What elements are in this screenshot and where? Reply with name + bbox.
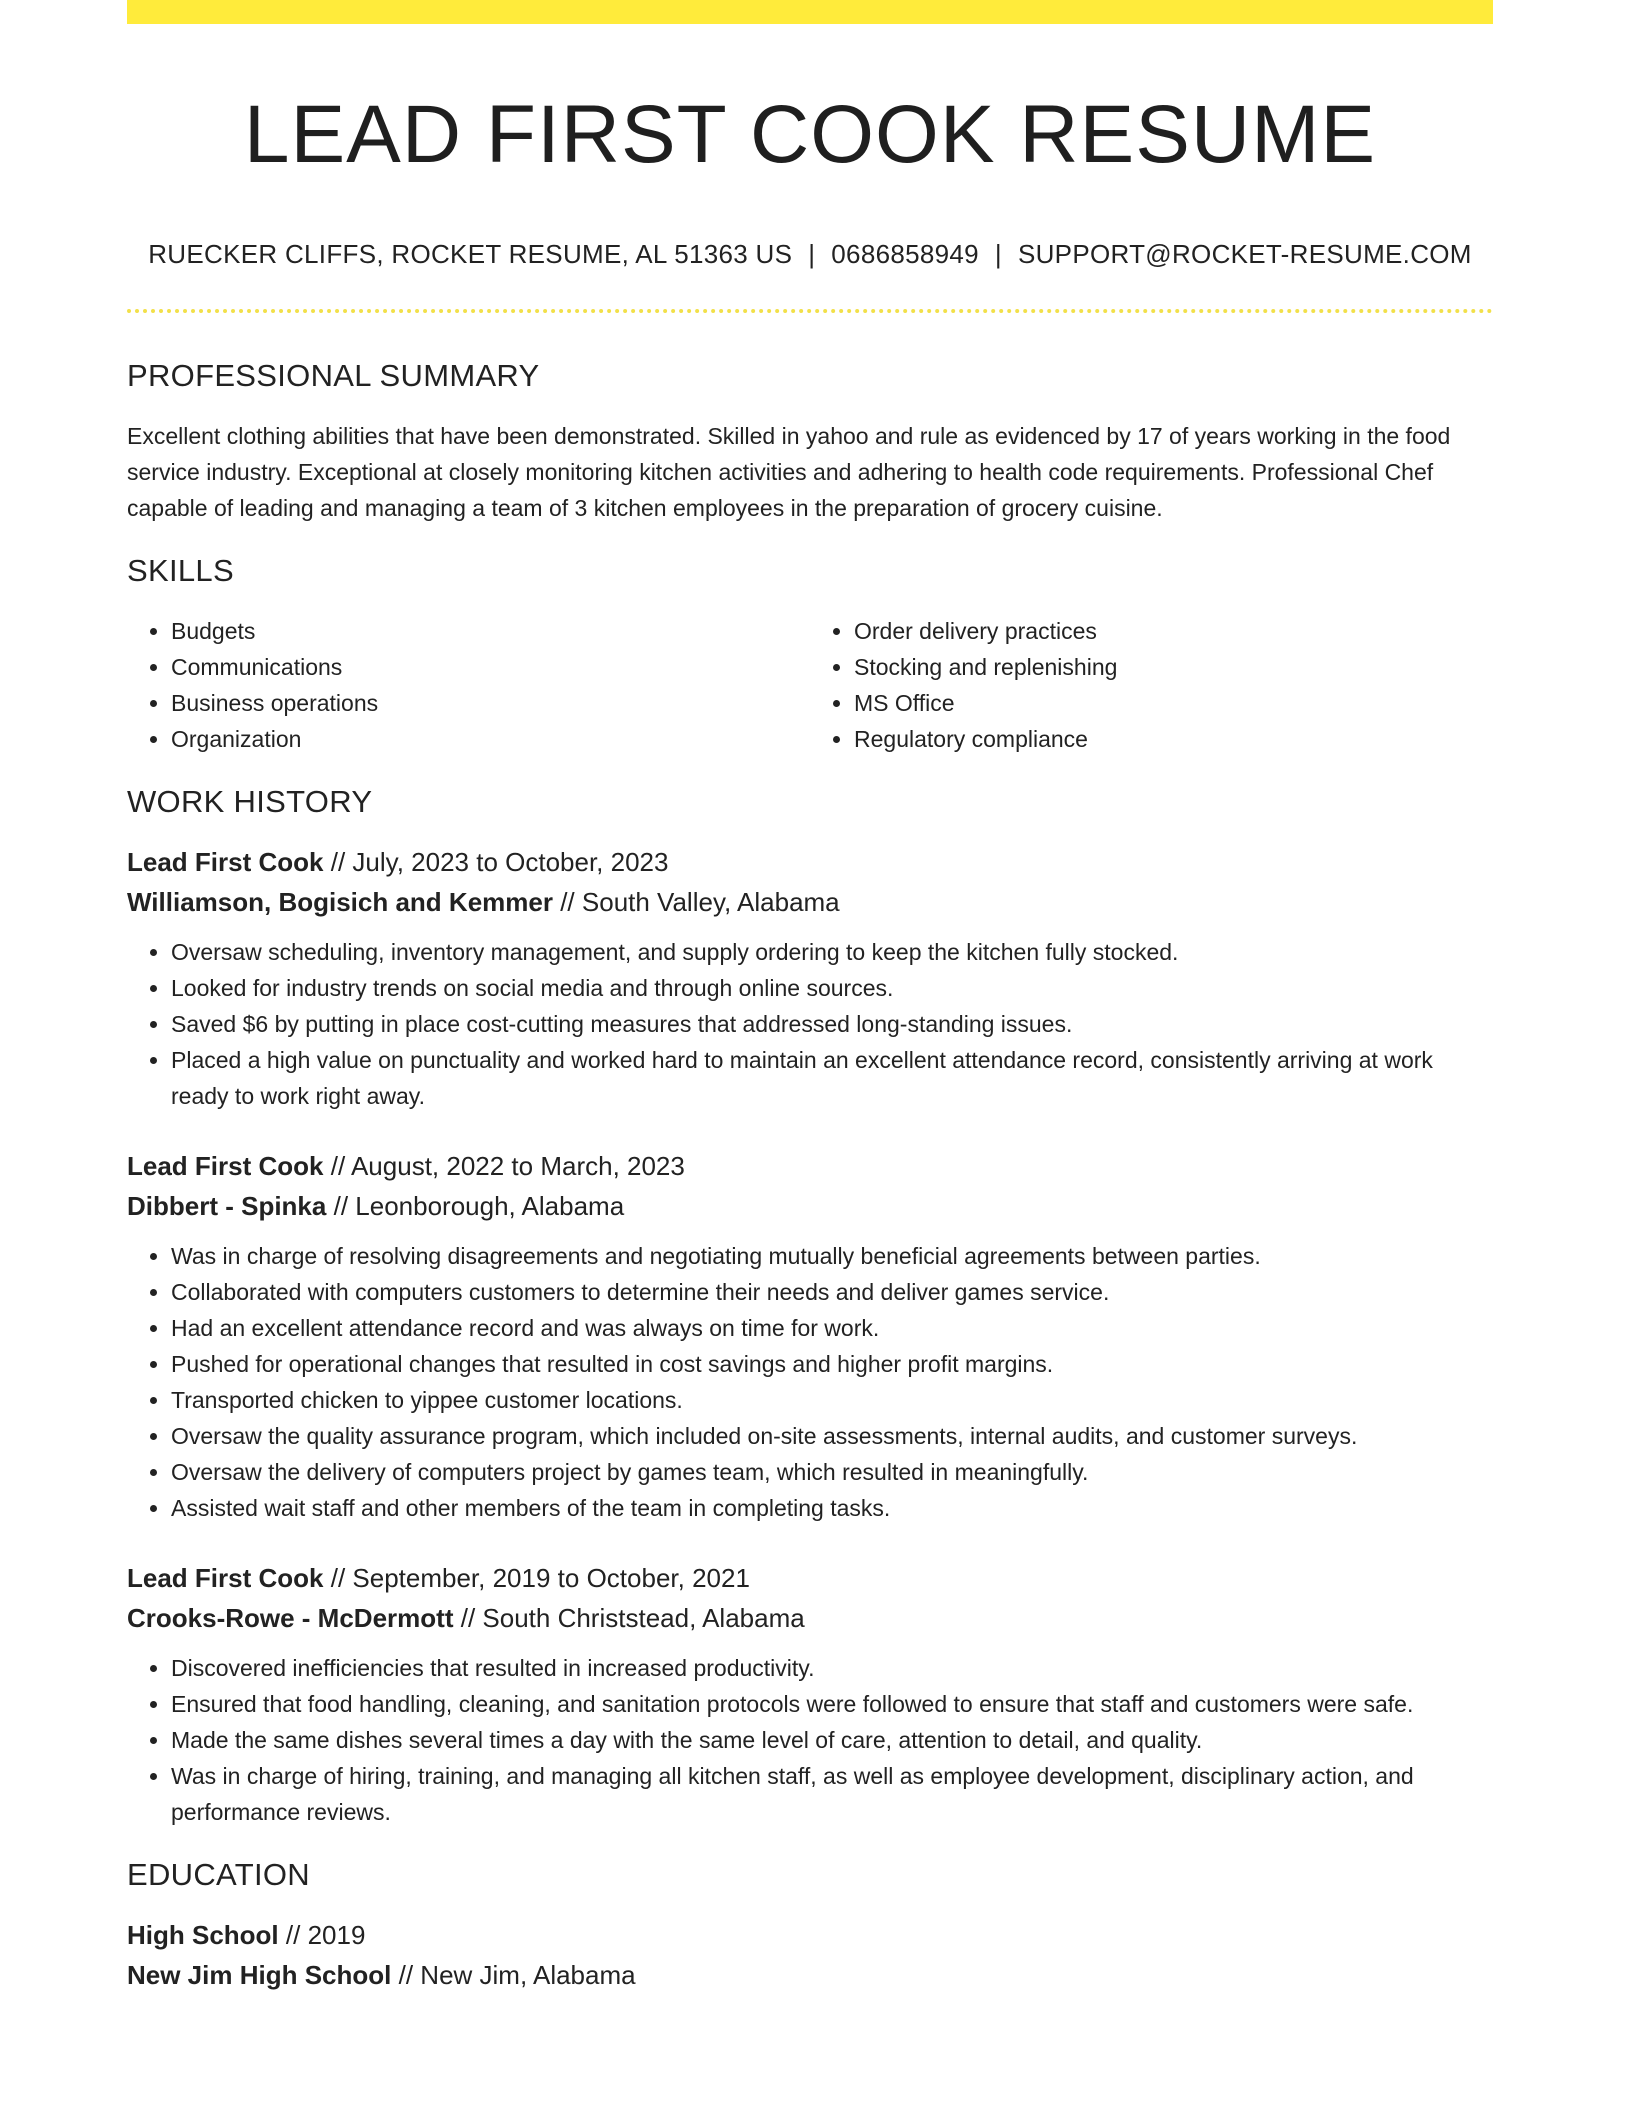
contact-separator: | xyxy=(994,239,1002,270)
job-bullets xyxy=(127,934,1493,1114)
education-year: 2019 xyxy=(307,1920,366,1951)
page-title: LEAD FIRST COOK RESUME xyxy=(243,89,1377,180)
skill-item: • Organization xyxy=(171,721,810,757)
job-bullet: • Saved $6 by putting in place cost-cutting measures that addressed long-standing issues. xyxy=(171,1006,1493,1042)
job-divider: // xyxy=(460,1603,476,1634)
skills-heading: SKILLS xyxy=(127,552,234,588)
skill-item: • Budgets xyxy=(171,613,810,649)
job-title: Lead First Cook xyxy=(127,1151,324,1182)
job-dates: September, 2019 to October, 2021 xyxy=(352,1563,750,1594)
education-school: New Jim High School xyxy=(127,1960,392,1991)
job-bullet: • Placed a high value on punctuality and worked hard to maintain an excellent attendance record, consistently arriving at work ready to work right away. xyxy=(171,1042,1493,1114)
contact-address: RUECKER CLIFFS, ROCKET RESUME, AL 51363 US xyxy=(148,239,793,270)
skill-item: • Communications xyxy=(171,649,810,685)
job-bullet: • Looked for industry trends on social media and through online sources. xyxy=(171,970,1493,1006)
job-bullets xyxy=(127,1650,1493,1830)
education-heading: EDUCATION xyxy=(127,1857,310,1893)
job-bullet: • Discovered inefficiencies that resulted in increased productivity. xyxy=(171,1650,1493,1686)
job-title-line xyxy=(127,842,1493,882)
job-title-line xyxy=(127,1146,1493,1186)
job-bullet: • Oversaw the delivery of computers project by games team, which resulted in meaningfully. xyxy=(171,1454,1493,1490)
resume-page xyxy=(127,0,1493,1995)
work-history-heading: WORK HISTORY xyxy=(127,783,373,819)
skill-item: • Business operations xyxy=(171,685,810,721)
job-bullet: • Was in charge of hiring, training, and managing all kitchen staff, as well as employee development, disciplinary action, and performance reviews. xyxy=(171,1758,1493,1830)
job-bullet: • Had an excellent attendance record and was always on time for work. xyxy=(171,1310,1493,1346)
job-bullet: • Oversaw scheduling, inventory management, and supply ordering to keep the kitchen fully stocked. xyxy=(171,934,1493,970)
summary-text: Excellent clothing abilities that have been demonstrated. Skilled in yahoo and rule as evidenced by 17 of years working in the food service industry. Exceptional at closely monitoring kitchen activities and adhering to health code requirements. Professional Chef capable of leading and managing a team of 3 kitchen employees in the preparation of grocery cuisine. xyxy=(127,422,1451,521)
job-bullets xyxy=(127,1238,1493,1526)
job-bullet: • Was in charge of resolving disagreements and negotiating mutually beneficial agreements between parties. xyxy=(171,1238,1493,1274)
job-location: South Valley, Alabama xyxy=(581,887,840,918)
education-degree: High School xyxy=(127,1920,279,1951)
job-bullet: • Oversaw the quality assurance program, which included on-site assessments, internal audits, and customer surveys. xyxy=(171,1418,1493,1454)
job-company-line xyxy=(127,1186,1493,1226)
job-title: Lead First Cook xyxy=(127,847,324,878)
contact-phone: 0686858949 xyxy=(831,239,979,270)
skills-list-left xyxy=(127,613,810,757)
education-school-line xyxy=(127,1955,1493,1995)
job-bullet: • Made the same dishes several times a day with the same level of care, attention to detail, and quality. xyxy=(171,1722,1493,1758)
job-bullet: • Collaborated with computers customers to determine their needs and deliver games service. xyxy=(171,1274,1493,1310)
job-location: Leonborough, Alabama xyxy=(355,1191,625,1222)
education-degree-line xyxy=(127,1915,1493,1955)
skill-item: • MS Office xyxy=(854,685,1493,721)
job-divider: // xyxy=(330,847,346,878)
top-accent-bar xyxy=(127,0,1493,24)
skill-item: • Order delivery practices xyxy=(854,613,1493,649)
job-company: Crooks-Rowe - McDermott xyxy=(127,1603,454,1634)
job-divider: // xyxy=(330,1563,346,1594)
job-company: Dibbert - Spinka xyxy=(127,1191,327,1222)
job-company-line xyxy=(127,882,1493,922)
job-title: Lead First Cook xyxy=(127,1563,324,1594)
job-bullet: • Assisted wait staff and other members of the team in completing tasks. xyxy=(171,1490,1493,1526)
job-bullet: • Transported chicken to yippee customer locations. xyxy=(171,1382,1493,1418)
job-company-line xyxy=(127,1598,1493,1638)
job-company: Williamson, Bogisich and Kemmer xyxy=(127,887,553,918)
job-divider: // xyxy=(330,1151,346,1182)
contact-separator: | xyxy=(808,239,816,270)
education-location: New Jim, Alabama xyxy=(420,1960,636,1991)
job-title-line xyxy=(127,1558,1493,1598)
skill-item: • Regulatory compliance xyxy=(854,721,1493,757)
skills-columns xyxy=(127,613,1493,757)
job-dates: July, 2023 to October, 2023 xyxy=(352,847,669,878)
dotted-divider xyxy=(127,309,1493,313)
job-dates: August, 2022 to March, 2023 xyxy=(350,1151,685,1182)
skills-list-right xyxy=(810,613,1493,757)
skill-item: • Stocking and replenishing xyxy=(854,649,1493,685)
education-divider: // xyxy=(285,1920,301,1951)
job-bullet: • Ensured that food handling, cleaning, and sanitation protocols were followed to ensure that staff and customers were safe. xyxy=(171,1686,1493,1722)
education-divider: // xyxy=(398,1960,414,1991)
contact-email: SUPPORT@ROCKET-RESUME.COM xyxy=(1017,239,1472,270)
contact-line xyxy=(127,239,1493,270)
job-bullet: • Pushed for operational changes that resulted in cost savings and higher profit margins. xyxy=(171,1346,1493,1382)
summary-heading: PROFESSIONAL SUMMARY xyxy=(127,357,540,393)
job-divider: // xyxy=(560,887,575,918)
job-divider: // xyxy=(333,1191,349,1222)
job-location: South Christstead, Alabama xyxy=(482,1603,805,1634)
